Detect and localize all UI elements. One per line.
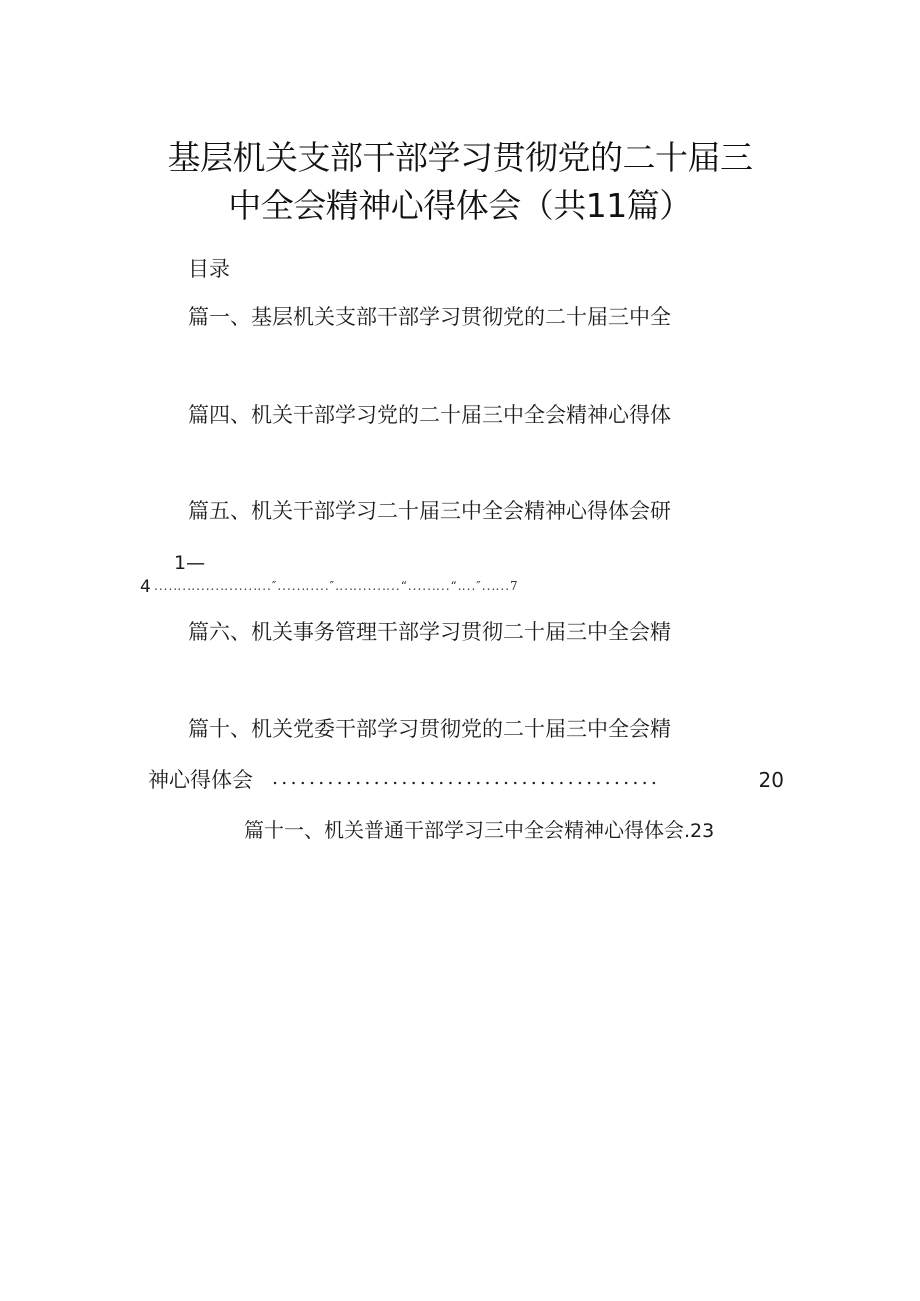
- toc-heading: 目录: [188, 257, 230, 281]
- toc-entry-10-continuation-row: [148, 767, 784, 794]
- toc-entry-5: 篇五、机关干部学习二十届三中全会精神心得体会研: [188, 499, 671, 523]
- toc-entry-11-text: 篇十一、机关普通干部学习三中全会精神心得体会: [244, 818, 684, 842]
- toc-entry-1: 篇一、基层机关支部干部学习贯彻党的二十届三中全: [188, 305, 671, 329]
- toc-entry-4: 篇四、机关干部学习党的二十届三中全会精神心得体: [188, 403, 671, 427]
- toc-entry-5-dot-leader: ....‥.‥.....‥.....‥..″.....‥....″‥.‥.....‥..“.....‥..“‥..″..‥..7: [154, 579, 519, 593]
- toc-entry-10-continuation: 神心得体会: [148, 768, 253, 792]
- toc-entry-5-leader-row: [140, 578, 736, 600]
- toc-entry-10: 篇十、机关党委干部学习贯彻党的二十届三中全会精: [188, 717, 671, 741]
- toc-entry-10-dot-leader: ..........................................: [272, 767, 661, 789]
- toc-entry-5-page-start: 4: [140, 577, 151, 597]
- toc-entry-11-page-number: .23: [684, 820, 715, 842]
- toc-entry-6: 篇六、机关事务管理干部学习贯彻二十届三中全会精: [188, 620, 671, 644]
- document-title-line-2: 中全会精神心得体会（共11篇）: [228, 186, 692, 225]
- toc-entry-5-page-range: 1—: [174, 552, 206, 574]
- toc-entry-10-page-number: 20: [758, 768, 784, 792]
- document-title-line-1: 基层机关支部干部学习贯彻党的二十届三: [167, 138, 753, 177]
- toc-entry-11: [244, 820, 714, 841]
